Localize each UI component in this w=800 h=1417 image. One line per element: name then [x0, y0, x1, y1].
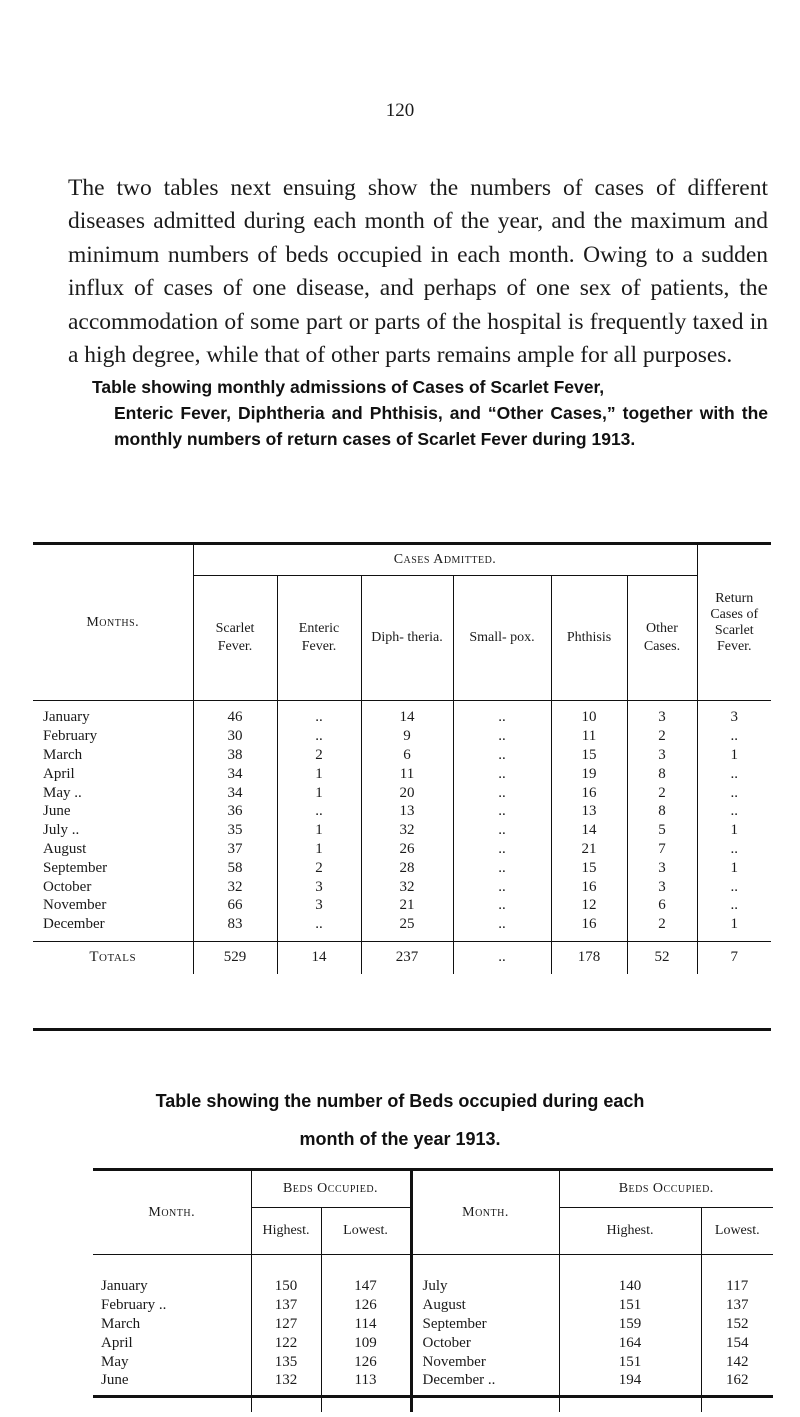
beds-table-body — [93, 1277, 773, 1390]
totals-phthisis: 178 — [551, 941, 627, 974]
return-cell: 1 — [697, 821, 771, 840]
month-cell: January — [43, 709, 90, 726]
table-row — [93, 1352, 773, 1371]
month-cell: December — [43, 916, 105, 933]
group-header-beds-right: Beds Occupied. — [559, 1171, 773, 1208]
month-cell: March — [101, 1315, 141, 1332]
return-cell: .. — [697, 896, 771, 915]
return-cell: 1 — [697, 915, 771, 934]
other-cell: 3 — [627, 708, 697, 727]
col-header-scarlet: Scarlet Fever. — [193, 576, 277, 701]
month-cell: July .. — [43, 822, 80, 839]
other-cell: 6 — [627, 896, 697, 915]
col-header-highest-right: Highest. — [559, 1208, 701, 1255]
other-cell: 2 — [627, 783, 697, 802]
other-cell: 7 — [627, 840, 697, 859]
table-row — [33, 915, 771, 934]
phthisis-cell: 15 — [551, 746, 627, 765]
table2-heading — [0, 1082, 800, 1158]
smallpox-cell: .. — [453, 802, 551, 821]
diphtheria-cell: 9 — [361, 727, 453, 746]
highest-cell: 140 — [559, 1277, 701, 1296]
month-cell: April — [101, 1334, 133, 1351]
totals-return: 7 — [697, 941, 771, 974]
table-row — [33, 840, 771, 859]
lowest-cell: 154 — [701, 1333, 773, 1352]
phthisis-cell: 13 — [551, 802, 627, 821]
table-row — [33, 802, 771, 821]
col-header-highest-left: Highest. — [251, 1208, 321, 1255]
phthisis-cell: 16 — [551, 915, 627, 934]
smallpox-cell: .. — [453, 877, 551, 896]
col-header-smallpox: Small- pox. — [453, 576, 551, 701]
highest-cell: 137 — [251, 1296, 321, 1315]
return-cell: .. — [697, 877, 771, 896]
totals-scarlet: 529 — [193, 941, 277, 974]
highest-cell: 194 — [559, 1371, 701, 1390]
diphtheria-cell: 13 — [361, 802, 453, 821]
admissions-table — [33, 545, 771, 974]
smallpox-cell: .. — [453, 708, 551, 727]
totals-diphtheria: 237 — [361, 941, 453, 974]
smallpox-cell: .. — [453, 858, 551, 877]
diphtheria-cell: 25 — [361, 915, 453, 934]
diphtheria-cell: 20 — [361, 783, 453, 802]
phthisis-cell: 16 — [551, 877, 627, 896]
totals-smallpox: .. — [453, 941, 551, 974]
return-cell: .. — [697, 764, 771, 783]
smallpox-cell: .. — [453, 896, 551, 915]
month-cell: July — [411, 1277, 559, 1296]
diphtheria-cell: 26 — [361, 840, 453, 859]
admissions-table-body — [33, 708, 771, 934]
lowest-cell: 113 — [321, 1371, 411, 1390]
scarlet-cell: 34 — [193, 783, 277, 802]
month-cell: November — [43, 897, 107, 914]
scarlet-cell: 32 — [193, 877, 277, 896]
enteric-cell: 1 — [277, 764, 361, 783]
scarlet-cell: 38 — [193, 746, 277, 765]
smallpox-cell: .. — [453, 764, 551, 783]
totals-label: Totals — [33, 941, 193, 974]
enteric-cell: 1 — [277, 840, 361, 859]
table-row — [93, 1315, 773, 1334]
col-header-enteric: Enteric Fever. — [277, 576, 361, 701]
month-cell: February — [43, 728, 98, 745]
highest-cell: 159 — [559, 1315, 701, 1334]
table1-heading-rest: Enteric Fever, Diphtheria and Phthisis, and “Other Cases,” together with the monthly numbers of return cases of Scarlet Fever during 1913. — [114, 403, 768, 449]
scarlet-cell: 36 — [193, 802, 277, 821]
other-cell: 3 — [627, 746, 697, 765]
lowest-cell: 109 — [321, 1333, 411, 1352]
smallpox-cell: .. — [453, 746, 551, 765]
phthisis-cell: 15 — [551, 858, 627, 877]
smallpox-cell: .. — [453, 840, 551, 859]
diphtheria-cell: 32 — [361, 821, 453, 840]
highest-cell: 164 — [559, 1333, 701, 1352]
return-cell: .. — [697, 840, 771, 859]
table-row — [33, 764, 771, 783]
lowest-cell: 117 — [701, 1277, 773, 1296]
lowest-cell: 126 — [321, 1352, 411, 1371]
table2-heading-line2: month of the year 1913. — [299, 1129, 501, 1149]
month-cell: August — [411, 1296, 559, 1315]
month-cell: June — [43, 803, 71, 820]
highest-cell: 151 — [559, 1352, 701, 1371]
enteric-cell: 2 — [277, 858, 361, 877]
month-cell: May .. — [43, 784, 82, 801]
lowest-cell: 152 — [701, 1315, 773, 1334]
phthisis-cell: 10 — [551, 708, 627, 727]
totals-row — [33, 941, 771, 974]
table-row — [93, 1371, 773, 1390]
highest-cell: 122 — [251, 1333, 321, 1352]
diphtheria-cell: 14 — [361, 708, 453, 727]
col-header-return: Return Cases of Scarlet Fever. — [697, 545, 771, 701]
scarlet-cell: 30 — [193, 727, 277, 746]
col-header-month-left: Month. — [148, 1204, 196, 1220]
other-cell: 3 — [627, 877, 697, 896]
enteric-cell: 3 — [277, 896, 361, 915]
return-cell: .. — [697, 802, 771, 821]
return-cell: .. — [697, 727, 771, 746]
diphtheria-cell: 32 — [361, 877, 453, 896]
enteric-cell: .. — [277, 727, 361, 746]
table-row — [93, 1296, 773, 1315]
diphtheria-cell: 28 — [361, 858, 453, 877]
table-row — [33, 821, 771, 840]
diphtheria-cell: 6 — [361, 746, 453, 765]
smallpox-cell: .. — [453, 915, 551, 934]
month-cell: April — [43, 765, 75, 782]
phthisis-cell: 12 — [551, 896, 627, 915]
highest-cell: 150 — [251, 1277, 321, 1296]
month-cell: May — [101, 1353, 129, 1370]
lowest-cell: 142 — [701, 1352, 773, 1371]
diphtheria-cell: 21 — [361, 896, 453, 915]
other-cell: 5 — [627, 821, 697, 840]
scarlet-cell: 83 — [193, 915, 277, 934]
table-row — [33, 783, 771, 802]
table-row — [33, 858, 771, 877]
col-header-other: Other Cases. — [627, 576, 697, 701]
table-row — [33, 896, 771, 915]
enteric-cell: .. — [277, 915, 361, 934]
admissions-table-frame — [33, 542, 771, 1031]
return-cell: 1 — [697, 746, 771, 765]
other-cell: 8 — [627, 764, 697, 783]
return-cell: 3 — [697, 708, 771, 727]
table-row — [93, 1277, 773, 1296]
phthisis-cell: 11 — [551, 727, 627, 746]
lowest-cell: 137 — [701, 1296, 773, 1315]
totals-enteric: 14 — [277, 941, 361, 974]
month-cell: June — [101, 1372, 129, 1389]
table-row — [33, 877, 771, 896]
table-row — [33, 727, 771, 746]
scarlet-cell: 46 — [193, 708, 277, 727]
page-number: 120 — [385, 100, 415, 121]
enteric-cell: .. — [277, 708, 361, 727]
scarlet-cell: 58 — [193, 858, 277, 877]
col-header-month-right: Month. — [411, 1171, 559, 1255]
beds-table — [93, 1171, 773, 1412]
other-cell: 3 — [627, 858, 697, 877]
month-cell: September — [43, 859, 108, 876]
enteric-cell: 1 — [277, 821, 361, 840]
group-header-cases-admitted: Cases Admitted. — [193, 545, 697, 576]
enteric-cell: .. — [277, 802, 361, 821]
col-header-diphtheria: Diph- theria. — [361, 576, 453, 701]
table1-heading-line1: Table showing monthly admissions of Cases of Scarlet Fever, — [92, 377, 605, 397]
table-row — [33, 746, 771, 765]
enteric-cell: 1 — [277, 783, 361, 802]
smallpox-cell: .. — [453, 821, 551, 840]
highest-cell: 127 — [251, 1315, 321, 1334]
other-cell: 2 — [627, 915, 697, 934]
highest-cell: 151 — [559, 1296, 701, 1315]
return-cell: 1 — [697, 858, 771, 877]
other-cell: 2 — [627, 727, 697, 746]
phthisis-cell: 19 — [551, 764, 627, 783]
col-header-lowest-left: Lowest. — [321, 1208, 411, 1255]
phthisis-cell: 16 — [551, 783, 627, 802]
table2-heading-line1: Table showing the number of Beds occupied during each — [155, 1091, 645, 1111]
scarlet-cell: 66 — [193, 896, 277, 915]
lowest-cell: 162 — [701, 1371, 773, 1390]
table-row — [33, 708, 771, 727]
month-cell: December .. — [411, 1371, 559, 1390]
phthisis-cell: 14 — [551, 821, 627, 840]
scarlet-cell: 34 — [193, 764, 277, 783]
intro-paragraph: The two tables next ensuing show the numbers of cases of different diseases admitted during each month of the year, and the maximum and minimum numbers of beds occupied in each month. Owing to a sudden influx of cases of one disease, and perhaps of one sex of patients, the accommodation of some part or parts of the hospital is frequently taxed in a high degree, while that of other parts remains ample for all purposes. — [68, 174, 768, 368]
lowest-cell: 126 — [321, 1296, 411, 1315]
other-cell: 8 — [627, 802, 697, 821]
table1-heading — [92, 374, 768, 452]
return-cell: .. — [697, 783, 771, 802]
col-header-phthisis: Phthisis — [551, 576, 627, 701]
table-row — [93, 1333, 773, 1352]
group-header-beds-left: Beds Occupied. — [251, 1171, 411, 1208]
month-cell: October — [411, 1333, 559, 1352]
beds-table-frame — [93, 1168, 773, 1398]
lowest-cell: 114 — [321, 1315, 411, 1334]
col-header-lowest-right: Lowest. — [701, 1208, 773, 1255]
scarlet-cell: 35 — [193, 821, 277, 840]
smallpox-cell: .. — [453, 783, 551, 802]
month-cell: October — [43, 878, 92, 895]
month-cell: August — [43, 840, 87, 857]
month-cell: September — [411, 1315, 559, 1334]
col-header-months: Months. — [86, 614, 140, 630]
smallpox-cell: .. — [453, 727, 551, 746]
enteric-cell: 2 — [277, 746, 361, 765]
scarlet-cell: 37 — [193, 840, 277, 859]
highest-cell: 132 — [251, 1371, 321, 1390]
month-cell: November — [411, 1352, 559, 1371]
phthisis-cell: 21 — [551, 840, 627, 859]
month-cell: March — [43, 746, 83, 763]
enteric-cell: 3 — [277, 877, 361, 896]
lowest-cell: 147 — [321, 1277, 411, 1296]
diphtheria-cell: 11 — [361, 764, 453, 783]
highest-cell: 135 — [251, 1352, 321, 1371]
month-cell: February .. — [101, 1297, 167, 1314]
month-cell: January — [101, 1278, 148, 1295]
totals-other: 52 — [627, 941, 697, 974]
